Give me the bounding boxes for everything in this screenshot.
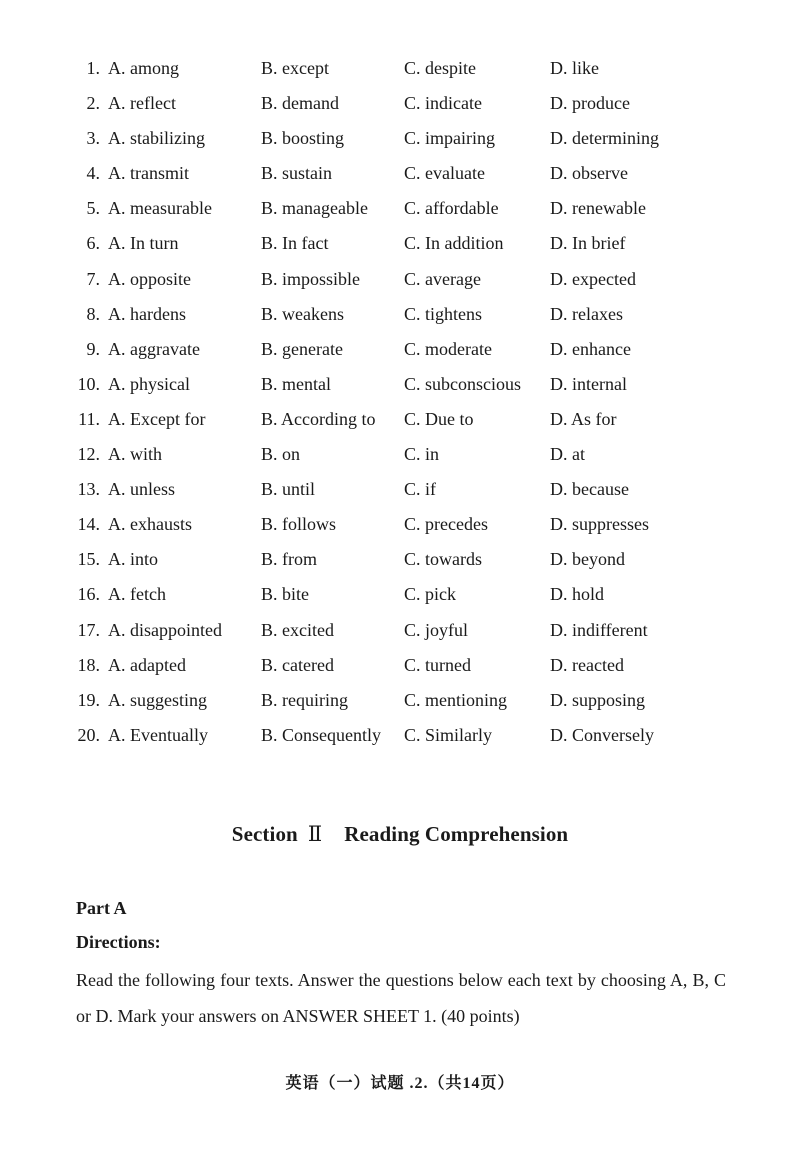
option-c: C. joyful bbox=[404, 619, 469, 640]
option-a: A. Eventually bbox=[108, 724, 208, 745]
option-a: A. transmit bbox=[108, 163, 189, 184]
option-a: A. physical bbox=[108, 373, 190, 394]
section-heading bbox=[0, 822, 800, 847]
option-a: A. stabilizing bbox=[108, 128, 205, 149]
option-c: C. in bbox=[404, 444, 440, 465]
question-number: 19. bbox=[77, 689, 100, 710]
option-c: C. affordable bbox=[404, 198, 499, 219]
question-number: 18. bbox=[77, 654, 100, 675]
option-c: C. turned bbox=[404, 654, 471, 675]
option-b: B. generate bbox=[261, 338, 343, 359]
option-d: D. at bbox=[550, 444, 585, 465]
option-d: D. expected bbox=[550, 268, 636, 289]
question-row bbox=[0, 472, 800, 507]
option-c: C. Similarly bbox=[404, 724, 493, 745]
question-row bbox=[0, 86, 800, 121]
question-row bbox=[0, 332, 800, 367]
option-b: B. bite bbox=[261, 584, 309, 605]
section-label: Section bbox=[231, 822, 298, 846]
question-row bbox=[0, 437, 800, 472]
section-numeral: Ⅱ bbox=[307, 822, 323, 846]
question-row bbox=[0, 507, 800, 542]
option-c: C. evaluate bbox=[404, 163, 485, 184]
question-number: 1. bbox=[86, 58, 100, 78]
directions-label: Directions: bbox=[76, 932, 161, 952]
option-d: D. supposing bbox=[550, 689, 646, 710]
question-number: 9. bbox=[86, 338, 100, 359]
question-row bbox=[0, 191, 800, 226]
question-row bbox=[0, 648, 800, 683]
option-b: B. on bbox=[261, 444, 301, 465]
option-b: B. excited bbox=[261, 619, 334, 640]
option-c: C. indicate bbox=[404, 93, 482, 114]
option-c: C. moderate bbox=[404, 338, 492, 359]
question-number: 10. bbox=[77, 373, 100, 394]
question-number: 14. bbox=[77, 514, 100, 535]
option-c: C. despite bbox=[404, 58, 476, 78]
question-row bbox=[0, 367, 800, 402]
option-a: A. aggravate bbox=[108, 338, 200, 359]
option-c: C. tightens bbox=[404, 303, 483, 324]
option-b: B. follows bbox=[261, 514, 337, 535]
question-number: 8. bbox=[86, 303, 100, 324]
option-a: A. Except for bbox=[108, 408, 206, 429]
question-number: 2. bbox=[86, 93, 100, 114]
option-c: C. towards bbox=[404, 549, 482, 570]
option-d: D. renewable bbox=[550, 198, 646, 219]
question-number: 15. bbox=[77, 549, 100, 570]
question-row bbox=[0, 121, 800, 156]
option-a: A. measurable bbox=[108, 198, 212, 219]
option-b: B. requiring bbox=[261, 689, 348, 710]
question-row bbox=[0, 402, 800, 437]
option-a: A. reflect bbox=[108, 93, 176, 114]
question-number: 6. bbox=[86, 233, 100, 254]
option-b: B. weakens bbox=[261, 303, 344, 324]
section-title: Reading Comprehension bbox=[344, 822, 569, 846]
option-d: D. Conversely bbox=[550, 724, 654, 745]
option-b: B. demand bbox=[261, 93, 339, 114]
question-number: 4. bbox=[86, 163, 100, 184]
option-d: D. enhance bbox=[550, 338, 631, 359]
question-number: 12. bbox=[77, 444, 100, 465]
question-number: 11. bbox=[78, 408, 100, 429]
option-a: A. disappointed bbox=[108, 619, 222, 640]
option-d: D. reacted bbox=[550, 654, 624, 675]
option-c: C. mentioning bbox=[404, 689, 507, 710]
option-d: D. like bbox=[550, 58, 599, 78]
option-a: A. fetch bbox=[108, 584, 166, 605]
option-d: D. determining bbox=[550, 128, 659, 149]
option-b: B. In fact bbox=[261, 233, 329, 254]
option-b: B. until bbox=[261, 479, 316, 500]
question-number: 20. bbox=[77, 724, 100, 745]
question-row bbox=[0, 542, 800, 577]
option-b: B. Consequently bbox=[261, 724, 381, 745]
option-c: C. precedes bbox=[404, 514, 488, 535]
option-a: A. In turn bbox=[108, 233, 179, 254]
option-b: B. boosting bbox=[261, 128, 345, 149]
question-row bbox=[0, 718, 800, 753]
question-number: 5. bbox=[86, 198, 100, 219]
option-a: A. exhausts bbox=[108, 514, 192, 535]
option-a: A. adapted bbox=[108, 654, 186, 675]
option-c: C. In addition bbox=[404, 233, 504, 254]
option-d: D. suppresses bbox=[550, 514, 649, 535]
option-d: D. In brief bbox=[550, 233, 626, 254]
question-row bbox=[0, 226, 800, 261]
option-b: B. manageable bbox=[261, 198, 368, 219]
question-list bbox=[0, 51, 800, 753]
question-row bbox=[0, 297, 800, 332]
option-b: B. mental bbox=[261, 373, 331, 394]
option-d: D. internal bbox=[550, 373, 627, 394]
option-a: A. with bbox=[108, 444, 162, 465]
question-number: 17. bbox=[77, 619, 100, 640]
question-row bbox=[0, 613, 800, 648]
option-d: D. hold bbox=[550, 584, 604, 605]
option-c: C. if bbox=[404, 479, 437, 500]
page-footer: 英语（一）试题 .2.（共14页） bbox=[285, 1075, 515, 1092]
question-row bbox=[0, 577, 800, 612]
question-number: 3. bbox=[86, 128, 100, 149]
option-a: A. among bbox=[108, 58, 179, 78]
question-number: 7. bbox=[86, 268, 100, 289]
option-b: B. catered bbox=[261, 654, 334, 675]
option-d: D. As for bbox=[550, 408, 617, 429]
question-row bbox=[0, 262, 800, 297]
question-number: 13. bbox=[77, 479, 100, 500]
question-row bbox=[0, 156, 800, 191]
option-c: C. average bbox=[404, 268, 481, 289]
option-d: D. observe bbox=[550, 163, 628, 184]
option-b: B. sustain bbox=[261, 163, 333, 184]
option-d: D. produce bbox=[550, 93, 630, 114]
question-row bbox=[0, 683, 800, 718]
question-row bbox=[0, 51, 800, 86]
option-d: D. because bbox=[550, 479, 629, 500]
directions-text: Read the following four texts. Answer the questions below each text by choosing A, B, C or D. Mark your answers on ANSWER SHEET 1. (40 points) bbox=[76, 970, 726, 1026]
option-b: B. impossible bbox=[261, 268, 361, 289]
option-a: A. suggesting bbox=[108, 689, 207, 710]
option-c: C. subconscious bbox=[404, 373, 521, 394]
option-a: A. opposite bbox=[108, 268, 191, 289]
option-d: D. indifferent bbox=[550, 619, 648, 640]
part-label: Part A bbox=[76, 898, 127, 918]
option-b: B. from bbox=[261, 549, 317, 570]
option-d: D. beyond bbox=[550, 549, 625, 570]
question-number: 16. bbox=[77, 584, 100, 605]
option-a: A. unless bbox=[108, 479, 175, 500]
option-b: B. According to bbox=[261, 408, 376, 429]
option-a: A. hardens bbox=[108, 303, 186, 324]
option-c: C. pick bbox=[404, 584, 456, 605]
option-d: D. relaxes bbox=[550, 303, 623, 324]
option-c: C. Due to bbox=[404, 408, 474, 429]
option-c: C. impairing bbox=[404, 128, 495, 149]
option-a: A. into bbox=[108, 549, 159, 570]
option-b: B. except bbox=[261, 58, 329, 78]
